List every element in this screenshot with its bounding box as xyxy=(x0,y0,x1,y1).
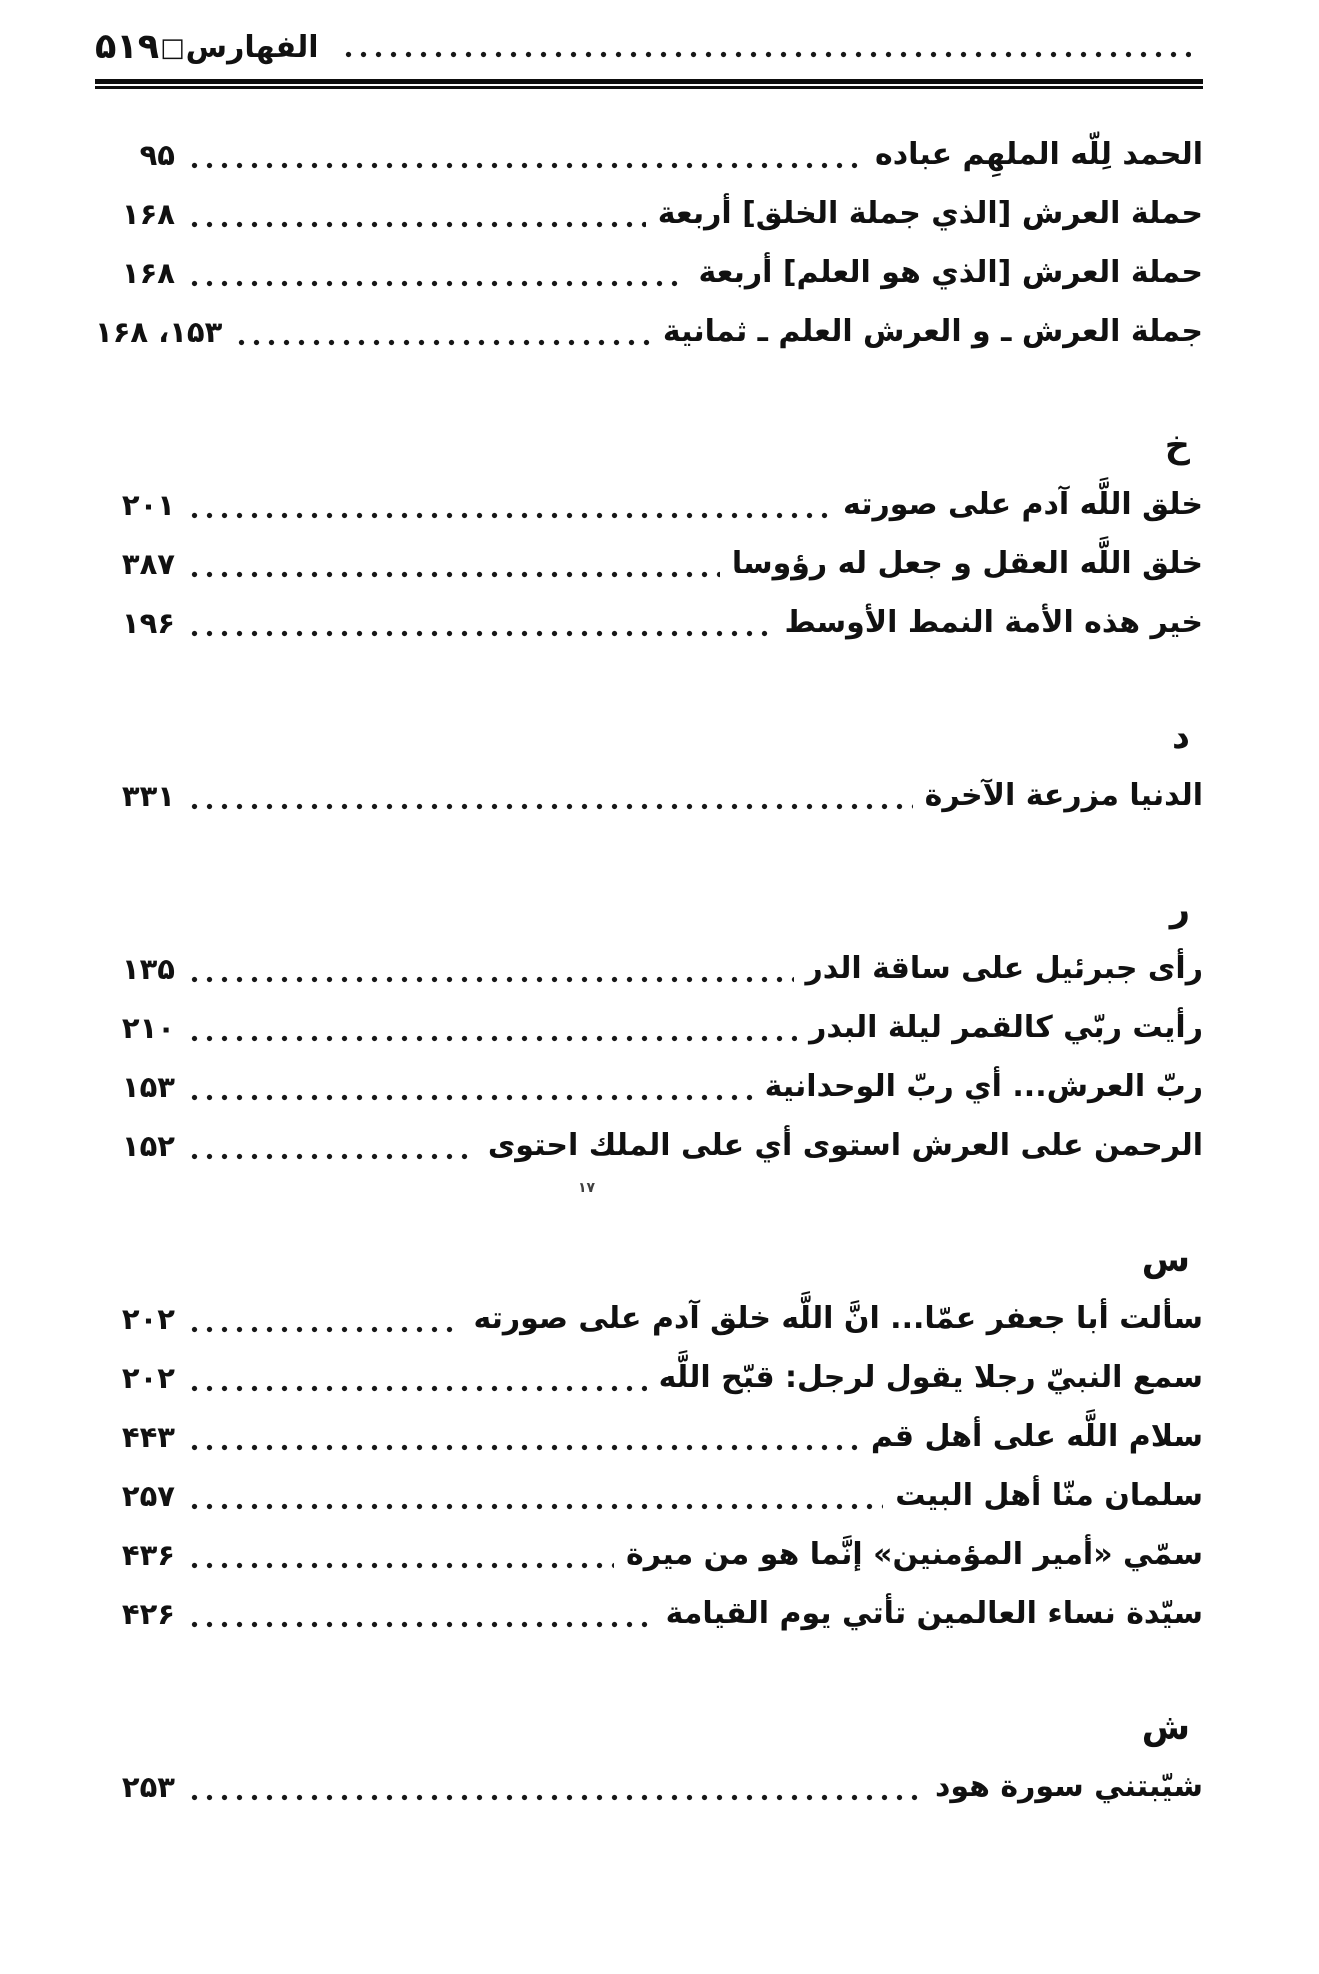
index-body xyxy=(95,125,1203,1816)
page-number: ۵۱۹ xyxy=(95,27,160,67)
index-entry-row xyxy=(95,1757,1203,1816)
entry-text: خير هذه الأمة النمط الأوسط xyxy=(784,605,1203,640)
index-entry-row xyxy=(95,1289,1203,1348)
index-entry-row xyxy=(95,125,1203,184)
section-letter: ش xyxy=(1141,1708,1190,1748)
entry-page-number: ۲۱۰ xyxy=(121,1010,175,1045)
dotted-leader xyxy=(187,1444,859,1451)
section-entries xyxy=(95,1289,1203,1643)
dotted-leader xyxy=(187,1153,476,1160)
dotted-leader xyxy=(187,162,863,169)
entry-text: سمّي «أمير المؤمنين» إنَّما هو من ميرة xyxy=(626,1537,1203,1572)
entry-page-number: ۹۵ xyxy=(139,137,175,172)
index-entry-row xyxy=(95,534,1203,593)
dotted-leader xyxy=(187,1621,654,1628)
dotted-leader xyxy=(187,512,831,519)
dotted-leader xyxy=(187,630,773,637)
section-letter: س xyxy=(1141,1240,1190,1280)
section-entries xyxy=(95,125,1203,361)
dotted-leader xyxy=(341,51,1191,58)
entry-text: الرحمن على العرش استوى أي على الملك احتوى xyxy=(487,1128,1203,1163)
dotted-leader xyxy=(187,1326,461,1333)
entry-page-number: ۳۸۷ xyxy=(121,546,175,581)
section-entries xyxy=(95,1757,1203,1816)
section-entries xyxy=(95,475,1203,652)
index-section xyxy=(95,708,1203,825)
entry-page-number: ۱۳۵ xyxy=(121,951,175,986)
dotted-leader xyxy=(187,1385,647,1392)
index-entry-row xyxy=(95,302,1203,361)
index-entry-row xyxy=(95,766,1203,825)
entry-page-number: ۲۵۳ xyxy=(121,1769,175,1804)
entry-text: سلام اللَّه على أهل قم xyxy=(870,1419,1203,1454)
index-section xyxy=(95,125,1203,361)
index-section xyxy=(95,1231,1203,1643)
entry-text: خلق اللَّه العقل و جعل له رؤوسا xyxy=(731,546,1203,581)
index-section xyxy=(95,417,1203,652)
index-entry-row xyxy=(95,1116,1203,1175)
entry-page-number: ۱۵۳، ۱۶۸ xyxy=(95,314,223,349)
entry-page-number: ۳۳۱ xyxy=(121,778,175,813)
index-entry-row xyxy=(95,1525,1203,1584)
index-entry-row xyxy=(95,1466,1203,1525)
entry-page-number: ۱۶۸ xyxy=(121,255,175,290)
entry-page-number: ۴۳۶ xyxy=(121,1537,175,1572)
dotted-leader xyxy=(187,803,913,810)
entry-text: رأيت ربّي كالقمر ليلة البدر xyxy=(809,1010,1203,1045)
section-entries xyxy=(95,939,1203,1175)
entry-page-number: ۱۵۳ xyxy=(121,1069,175,1104)
square-separator-icon: □ xyxy=(160,33,185,63)
index-entry-row xyxy=(95,1348,1203,1407)
index-entry-row xyxy=(95,939,1203,998)
entry-page-number: ۲۰۲ xyxy=(121,1360,175,1395)
dotted-leader xyxy=(187,976,794,983)
entry-text: شيّبتني سورة هود xyxy=(934,1769,1203,1804)
dotted-leader xyxy=(234,339,651,346)
section-letter: د xyxy=(1172,717,1190,757)
entry-page-number: ۱۶۸ xyxy=(121,196,175,231)
index-entry-row xyxy=(95,1407,1203,1466)
section-letter: خ xyxy=(1164,426,1190,466)
entry-text: رأى جبرئيل على ساقة الدر xyxy=(805,951,1203,986)
entry-page-number: ۱۹۶ xyxy=(121,605,175,640)
dotted-leader xyxy=(187,1562,614,1569)
index-entry-row xyxy=(95,475,1203,534)
index-entry-row xyxy=(95,243,1203,302)
entry-page-number: ۱۵۲ xyxy=(121,1128,175,1163)
entry-text: حملة العرش [الذي جملة الخلق] أربعة xyxy=(657,196,1203,231)
entry-text: جملة العرش ـ و العرش العلم ـ ثمانية xyxy=(662,314,1203,349)
entry-page-number: ۴۲۶ xyxy=(121,1596,175,1631)
index-entry-row xyxy=(95,184,1203,243)
entry-text: سيّدة نساء العالمين تأتي يوم القيامة xyxy=(665,1596,1203,1631)
dotted-leader xyxy=(187,1794,923,1801)
entry-text: خلق اللَّه آدم على صورته xyxy=(843,487,1203,522)
dotted-leader xyxy=(187,221,646,228)
entry-text: ربّ العرش... أي ربّ الوحدانية xyxy=(764,1069,1203,1104)
section-entries xyxy=(95,766,1203,825)
index-entry-row xyxy=(95,998,1203,1057)
page-title: الفهارس xyxy=(185,29,319,65)
entry-page-number: ۲۵۷ xyxy=(121,1478,175,1513)
entry-page-number: ۴۴۳ xyxy=(121,1419,175,1454)
dotted-leader xyxy=(187,1094,753,1101)
index-section xyxy=(95,881,1203,1175)
entry-text: الحمد لِلّه الملهِم عباده xyxy=(875,137,1203,172)
header-double-rule xyxy=(95,79,1203,89)
dotted-leader xyxy=(187,1503,883,1510)
index-section xyxy=(95,1699,1203,1816)
index-entry-row xyxy=(95,593,1203,652)
entry-text: الدنيا مزرعة الآخرة xyxy=(924,778,1203,813)
dotted-leader xyxy=(187,571,720,578)
stray-print-mark: ۱۷ xyxy=(578,1180,596,1196)
section-letter: ر xyxy=(1169,890,1190,930)
entry-page-number: ۲۰۲ xyxy=(121,1301,175,1336)
index-entry-row xyxy=(95,1584,1203,1643)
page-header xyxy=(95,22,1203,72)
entry-text: سألت أبا جعفر عمّا... انَّ اللَّه خلق آدم على صورته xyxy=(473,1301,1203,1336)
entry-text: سمع النبيّ رجلا يقول لرجل: قبّح اللَّه xyxy=(658,1360,1203,1395)
dotted-leader xyxy=(187,280,686,287)
dotted-leader xyxy=(187,1035,797,1042)
entry-text: سلمان منّا أهل البيت xyxy=(895,1478,1203,1513)
entry-text: حملة العرش [الذي هو العلم] أربعة xyxy=(698,255,1203,290)
entry-page-number: ۲۰۱ xyxy=(121,487,175,522)
index-entry-row xyxy=(95,1057,1203,1116)
